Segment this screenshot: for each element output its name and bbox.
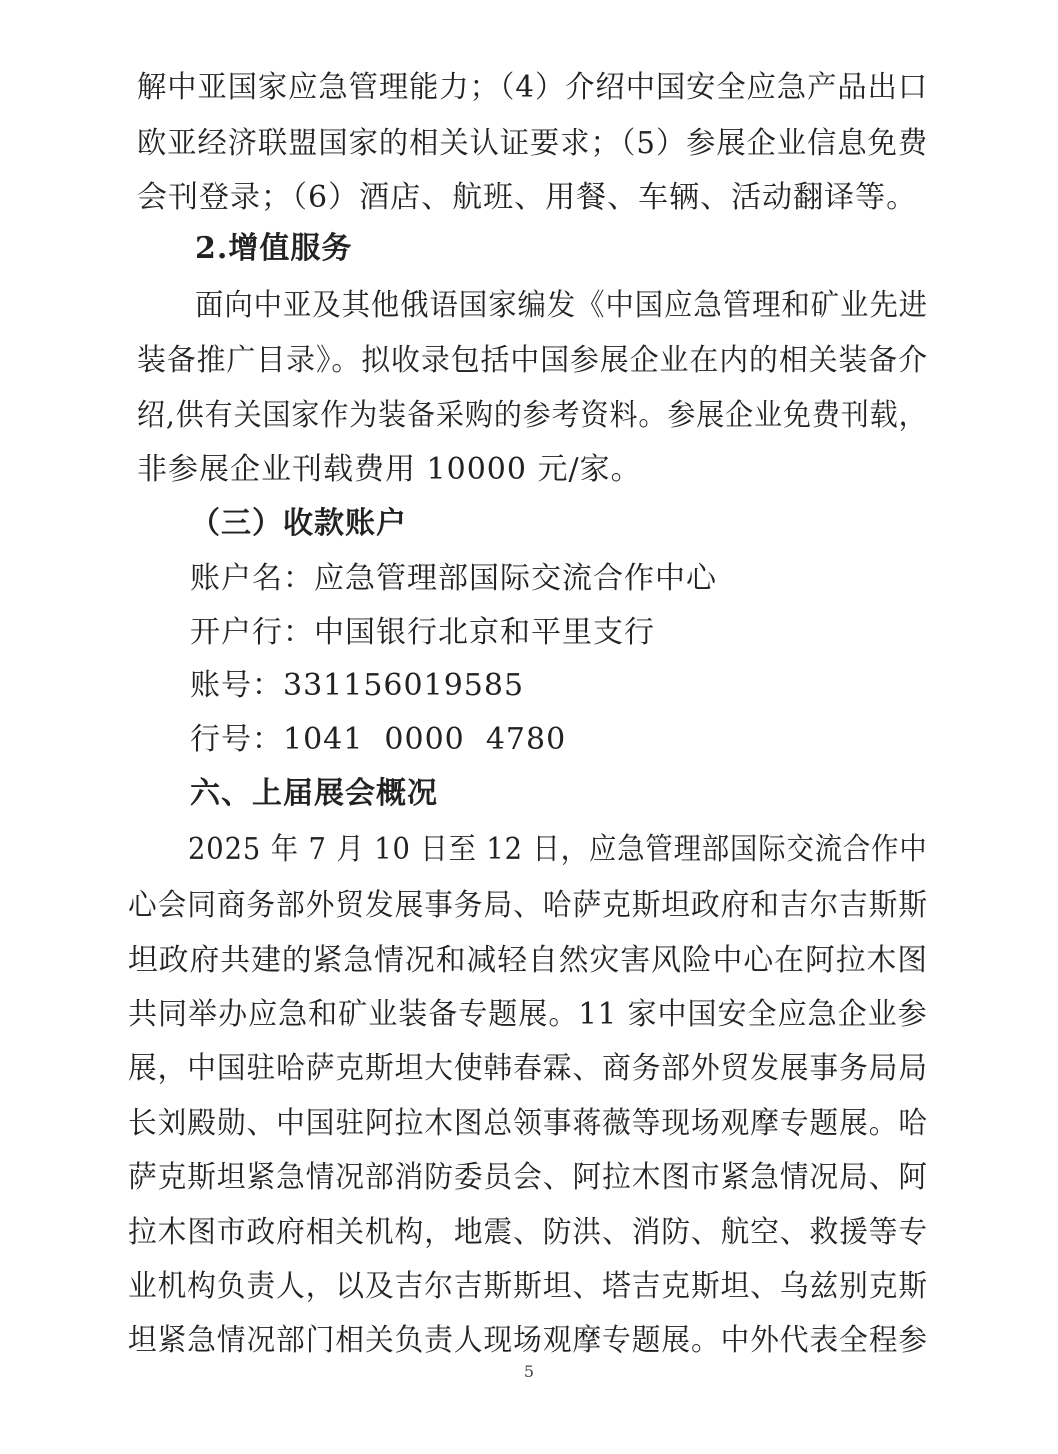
bank-code-line: 行号：1041 0000 4780 <box>190 722 567 757</box>
paragraph-line: 业机构负责人，以及吉尔吉斯斯坦、塔吉克斯坦、乌兹别克斯 <box>128 1269 929 1304</box>
paragraph-line: 2025 年 7 月 10 日至 12 日，应急管理部国际交流合作中 <box>188 832 928 867</box>
paragraph-line: 展，中国驻哈萨克斯坦大使韩春霖、商务部外贸发展事务局局 <box>128 1051 929 1086</box>
paragraph-line: 面向中亚及其他俄语国家编发《中国应急管理和矿业先进 <box>195 288 928 323</box>
account-number-line: 账号：331156019585 <box>190 668 525 703</box>
account-name-line: 账户名：应急管理部国际交流合作中心 <box>190 561 717 596</box>
paragraph-line: 会刊登录；（6）酒店、航班、用餐、车辆、活动翻译等。 <box>137 180 918 215</box>
paragraph-line: 萨克斯坦紧急情况部消防委员会、阿拉木图市紧急情况局、阿 <box>128 1160 929 1195</box>
paragraph-line: 非参展企业刊载费用 10000 元/家。 <box>137 452 642 487</box>
section-heading-value-added-services: 2.增值服务 <box>195 231 353 266</box>
section-heading-receiving-account: （三）收款账户 <box>190 506 407 541</box>
section-heading-previous-exhibition: 六、上届展会概况 <box>190 776 438 811</box>
paragraph-line: 拉木图市政府相关机构，地震、防洪、消防、航空、救援等专 <box>128 1215 929 1250</box>
paragraph-line: 解中亚国家应急管理能力；（4）介绍中国安全应急产品出口 <box>137 70 929 105</box>
paragraph-line: 共同举办应急和矿业装备专题展。11 家中国安全应急企业参 <box>128 997 928 1032</box>
paragraph-line: 坦紧急情况部门相关负责人现场观摩专题展。中外代表全程参 <box>128 1323 929 1358</box>
page-number: 5 <box>523 1362 535 1381</box>
paragraph-line: 坦政府共建的紧急情况和减轻自然灾害风险中心在阿拉木图 <box>128 943 929 978</box>
paragraph-line: 绍,供有关国家作为装备采购的参考资料。参展企业免费刊载， <box>137 398 928 433</box>
paragraph-line: 长刘殿勋、中国驻阿拉木图总领事蒋薇等现场观摩专题展。哈 <box>128 1106 929 1141</box>
bank-line: 开户行：中国银行北京和平里支行 <box>190 615 655 650</box>
paragraph-line: 欧亚经济联盟国家的相关认证要求；（5）参展企业信息免费 <box>137 126 929 161</box>
paragraph-line: 装备推广目录》。拟收录包括中国参展企业在内的相关装备介 <box>137 343 929 378</box>
paragraph-line: 心会同商务部外贸发展事务局、哈萨克斯坦政府和吉尔吉斯斯 <box>128 888 929 923</box>
